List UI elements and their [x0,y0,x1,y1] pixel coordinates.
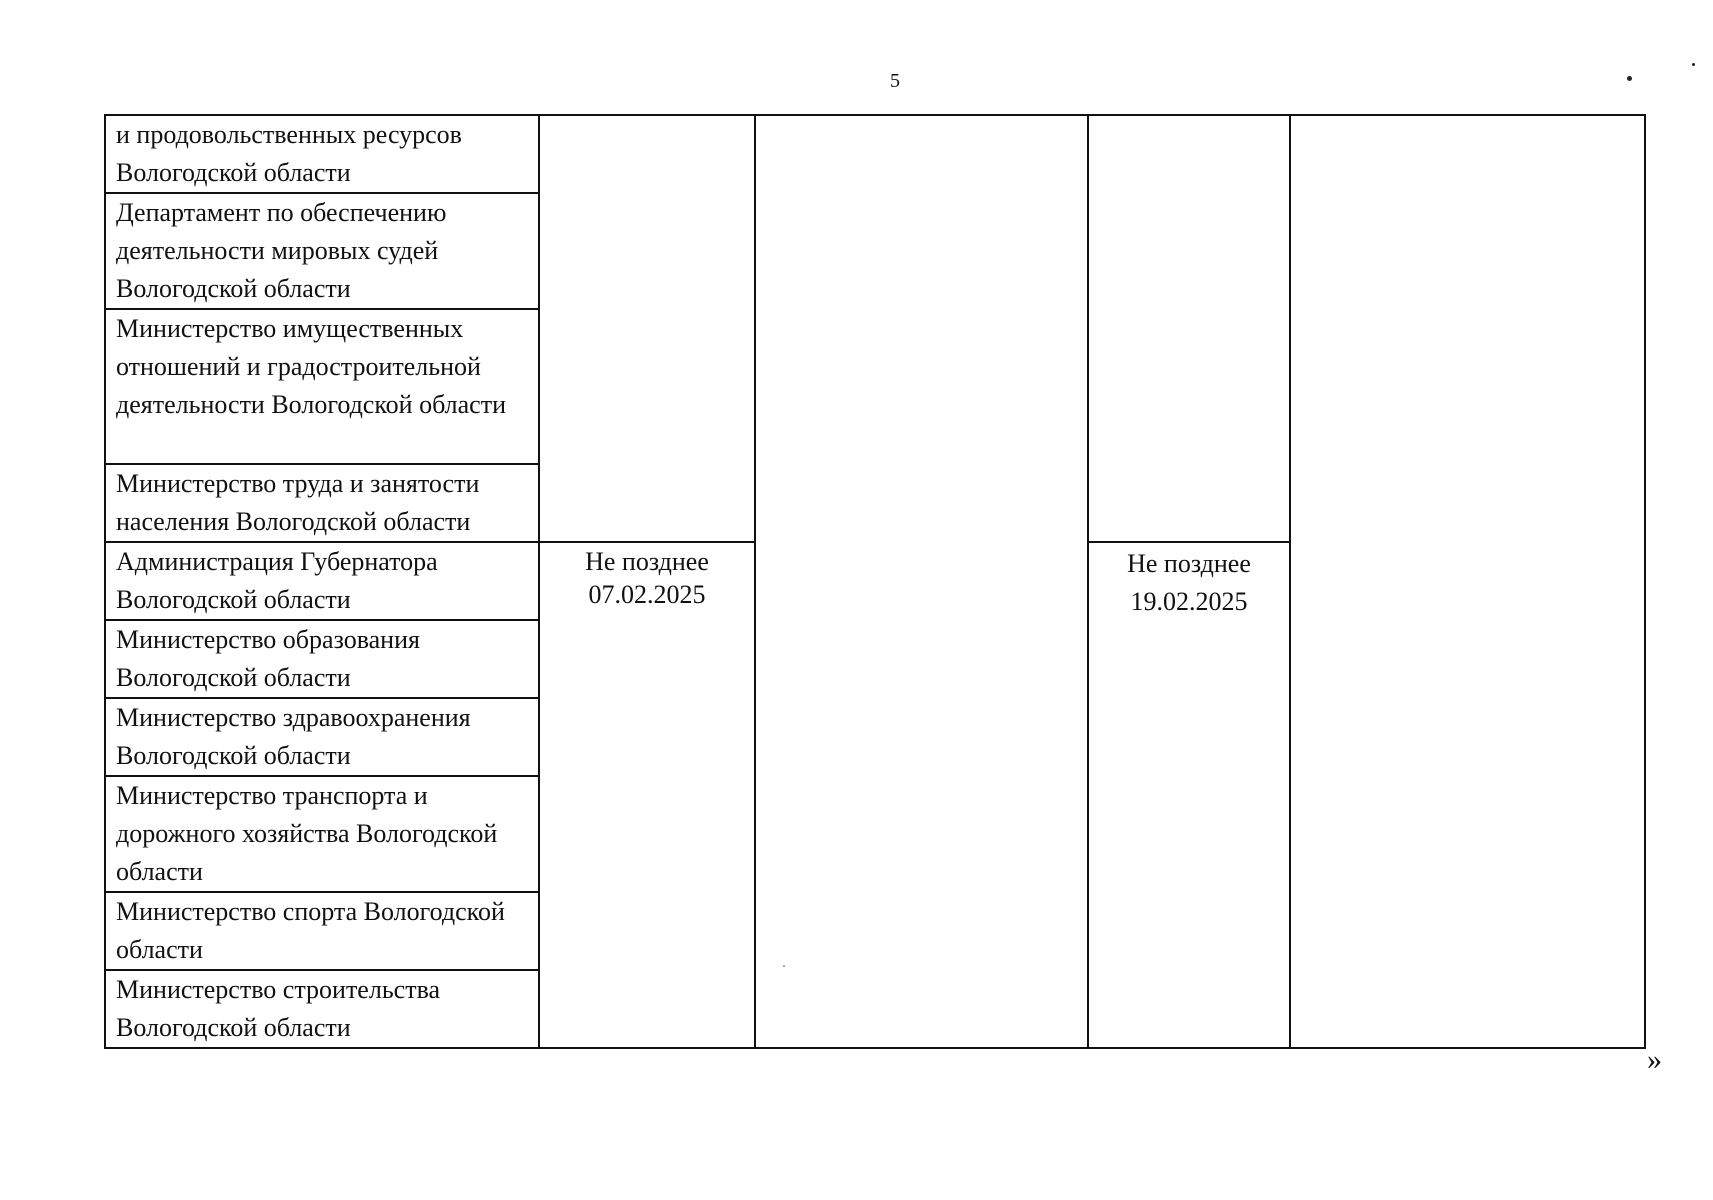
page-number: 5 [890,70,900,92]
deadline-label: Не позднее [1127,549,1251,578]
org-cell: Министерство строительства Вологодской области [105,970,539,1048]
deadline-date: 07.02.2025 [588,580,706,609]
org-cell: Министерство транспорта и дорожного хозяйства Вологодской области [105,776,539,892]
deadline-cell [1088,542,1290,1048]
schedule-table [104,114,1646,1049]
empty-date-cell [1088,115,1290,542]
org-cell: Администрация Губернатора Вологодской области [105,542,539,620]
scan-speck [1627,76,1632,81]
org-cell: Министерство образования Вологодской области [105,620,539,698]
org-cell: Министерство здравоохранения Вологодской области [105,698,539,776]
empty-cell [1290,115,1645,1048]
org-cell: Министерство спорта Вологодской области [105,892,539,970]
org-cell: Министерство труда и занятости населения Вологодской области [105,464,539,542]
org-cell: Министерство имущественных отношений и градостроительной деятельности Вологодской области [105,309,539,464]
empty-date-cell [539,115,755,542]
org-cell: и продовольственных ресурсов Вологодской области [105,115,539,193]
empty-cell [755,115,1088,1048]
deadline-cell [539,542,755,1048]
table-row [105,115,1645,193]
org-cell: Департамент по обеспечению деятельности мировых судей Вологодской области [105,193,539,309]
deadline-label: Не позднее [585,547,709,576]
deadline-date: 19.02.2025 [1130,587,1248,616]
closing-quote: » [1647,1043,1662,1076]
scan-speck [1692,63,1695,66]
